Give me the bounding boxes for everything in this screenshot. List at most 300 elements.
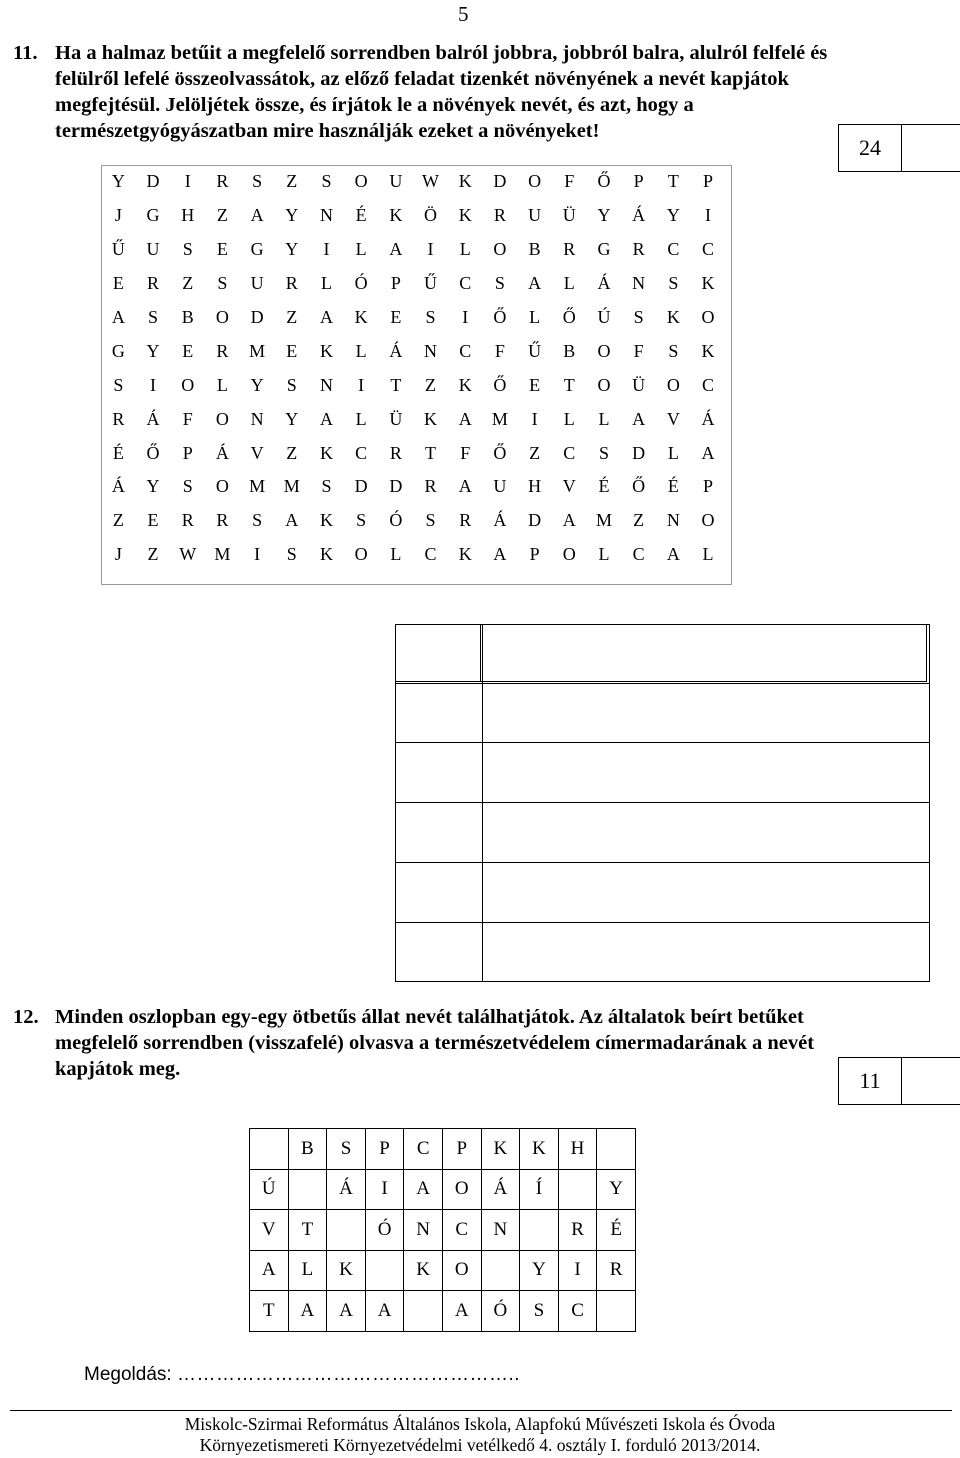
word-search-cell[interactable]: Á xyxy=(632,205,646,226)
word-search-cell[interactable]: P xyxy=(633,171,644,192)
word-search-cell[interactable]: A xyxy=(458,408,472,429)
word-search-cell[interactable]: K xyxy=(701,273,715,294)
word-search-cell[interactable]: K xyxy=(319,340,333,361)
footer-divider xyxy=(10,1410,952,1411)
word-search-cell[interactable]: D xyxy=(389,476,403,497)
word-search-cell[interactable]: P xyxy=(529,544,540,565)
word-search-cell[interactable]: O xyxy=(215,476,229,497)
word-search-cell[interactable]: N xyxy=(319,374,333,395)
word-search-cell[interactable]: O xyxy=(354,544,368,565)
animal-grid-blank-cell[interactable] xyxy=(481,1250,520,1291)
word-search-cell[interactable]: C xyxy=(667,239,680,260)
answer-use-6[interactable] xyxy=(483,923,930,982)
animal-grid-cell: C xyxy=(558,1291,597,1332)
word-search-cell[interactable]: R xyxy=(493,205,506,226)
word-search-cell[interactable]: A xyxy=(285,510,299,531)
word-search-cell[interactable]: L xyxy=(563,273,575,294)
word-search-cell[interactable]: R xyxy=(632,239,645,260)
word-search-cell[interactable]: Y xyxy=(146,476,160,497)
word-search-cell[interactable]: E xyxy=(216,239,228,260)
word-search-cell[interactable]: V xyxy=(666,408,680,429)
word-search-cell[interactable]: D xyxy=(632,442,646,463)
word-search-cell[interactable]: F xyxy=(564,171,575,192)
word-search-cell[interactable]: E xyxy=(286,340,298,361)
word-search-cell[interactable]: R xyxy=(216,340,229,361)
word-search-cell[interactable]: Ü xyxy=(632,374,646,395)
word-search-cell[interactable]: R xyxy=(216,171,229,192)
points-earned-field[interactable] xyxy=(902,1058,960,1104)
word-search-cell[interactable]: K xyxy=(458,205,472,226)
word-search-cell[interactable]: K xyxy=(458,171,472,192)
word-search-cell[interactable]: Ő xyxy=(632,476,646,497)
word-search-cell[interactable]: Ő xyxy=(146,442,160,463)
word-search-cell[interactable]: Á xyxy=(146,408,160,429)
word-search-cell[interactable]: L xyxy=(459,239,471,260)
word-search-cell[interactable]: S xyxy=(494,273,505,294)
word-search-cell[interactable]: C xyxy=(459,340,472,361)
animal-grid-cell: O xyxy=(442,1250,481,1291)
word-search-cell[interactable]: N xyxy=(319,205,333,226)
word-search-cell[interactable]: A xyxy=(319,307,333,327)
word-search-cell[interactable]: B xyxy=(181,307,194,327)
word-search-cell[interactable]: F xyxy=(633,340,644,361)
word-search-cell[interactable]: U xyxy=(146,239,160,260)
answer-use-5[interactable] xyxy=(483,863,930,923)
word-search-cell[interactable]: I xyxy=(150,374,157,395)
word-search-cell[interactable]: A xyxy=(319,408,333,429)
word-search-cell[interactable]: I xyxy=(427,239,434,260)
word-search-cell[interactable]: P xyxy=(390,273,401,294)
word-search-cell[interactable]: F xyxy=(494,340,505,361)
animal-grid-cell: O xyxy=(442,1169,481,1210)
word-search-cell[interactable]: L xyxy=(563,408,575,429)
word-search-cell[interactable]: Á xyxy=(389,340,403,361)
word-search-cell[interactable]: B xyxy=(563,340,576,361)
word-search-cell[interactable]: T xyxy=(390,374,402,395)
answer-plant-5[interactable] xyxy=(396,863,483,923)
task-12-text-line: megfelelő sorrendben (visszafelé) olvasva a természetvédelem címermadarának a nevét xyxy=(55,1032,815,1054)
word-search-cell[interactable]: O xyxy=(597,374,611,395)
word-search-cell[interactable]: S xyxy=(668,340,679,361)
word-search-cell[interactable]: E xyxy=(147,510,159,531)
animal-grid-blank-cell[interactable] xyxy=(597,1291,636,1332)
word-search-cell[interactable]: O xyxy=(562,544,576,565)
task-11-text-line: megfejtésül. Jelöljétek össze, és írjátok le a növények nevét, és azt, hogy a xyxy=(55,94,694,116)
word-search-cell[interactable]: R xyxy=(563,239,576,260)
word-search-cell[interactable]: N xyxy=(666,510,680,531)
word-search-cell[interactable]: Y xyxy=(250,374,264,395)
word-search-cell[interactable]: R xyxy=(389,442,402,463)
word-search-cell[interactable]: I xyxy=(184,171,191,192)
word-search-cell[interactable]: É xyxy=(112,442,124,463)
animal-grid-cell: A xyxy=(442,1291,481,1332)
animal-grid-cell: Y xyxy=(520,1250,559,1291)
word-search-cell[interactable]: K xyxy=(389,205,403,226)
word-search-row xyxy=(101,233,725,267)
animal-grid-cell: A xyxy=(365,1291,404,1332)
animal-grid-cell: K xyxy=(404,1250,443,1291)
word-search-cell[interactable]: G xyxy=(250,239,264,260)
word-search-cell[interactable]: A xyxy=(493,544,507,565)
word-search-cell[interactable]: T xyxy=(425,442,437,463)
word-search-cell[interactable]: S xyxy=(633,307,644,327)
word-search-cell[interactable]: O xyxy=(354,171,368,192)
word-search-cell[interactable]: I xyxy=(531,408,538,429)
animal-grid-cell: A xyxy=(404,1169,443,1210)
word-search-cell[interactable]: O xyxy=(215,408,229,429)
word-search-cell[interactable]: Ű xyxy=(424,273,438,294)
word-search-cell[interactable]: L xyxy=(355,408,367,429)
word-search-cell[interactable]: S xyxy=(668,273,679,294)
word-search-cell[interactable]: Ú xyxy=(597,307,611,327)
word-search-cell[interactable]: Ü xyxy=(562,205,576,226)
word-search-cell[interactable]: Ó xyxy=(389,510,403,531)
word-search-cell[interactable]: Ő xyxy=(493,374,507,395)
word-search-cell[interactable]: Y xyxy=(666,205,680,226)
task-12 xyxy=(13,1004,953,1084)
word-search-cell[interactable]: K xyxy=(666,307,680,327)
word-search-cell[interactable]: Á xyxy=(493,510,507,531)
animal-grid-blank-cell[interactable] xyxy=(597,1129,636,1170)
word-search-cell[interactable]: R xyxy=(285,273,298,294)
answer-use-3[interactable] xyxy=(483,743,930,803)
animal-grid-cell: R xyxy=(597,1250,636,1291)
word-search-row xyxy=(101,504,725,538)
word-search-cell[interactable]: C xyxy=(355,442,368,463)
word-search-cell[interactable]: R xyxy=(459,510,472,531)
word-search-cell[interactable]: U xyxy=(493,476,507,497)
word-search-cell[interactable]: F xyxy=(182,408,193,429)
word-search-cell[interactable]: C xyxy=(424,544,437,565)
word-search-cell[interactable]: Z xyxy=(286,442,298,463)
animal-grid-cell: V xyxy=(250,1210,289,1251)
animal-grid-cell: Ó xyxy=(481,1291,520,1332)
answer-use-1[interactable] xyxy=(483,625,930,684)
word-search-cell[interactable]: Y xyxy=(285,239,299,260)
word-search-cell[interactable]: S xyxy=(182,239,193,260)
word-search-cell[interactable]: D xyxy=(146,171,160,192)
word-search-cell[interactable]: E xyxy=(529,374,541,395)
word-search-cell[interactable]: N xyxy=(424,340,438,361)
word-search-cell[interactable]: S xyxy=(286,544,297,565)
word-search-cell[interactable]: C xyxy=(459,273,472,294)
word-search-cell[interactable]: A xyxy=(111,307,125,327)
word-search-cell[interactable]: G xyxy=(597,239,611,260)
word-search-cell[interactable]: N xyxy=(632,273,646,294)
word-search-cell[interactable]: Ő xyxy=(493,442,507,463)
animal-grid-blank-cell[interactable] xyxy=(327,1210,366,1251)
animal-grid-cell: H xyxy=(558,1129,597,1170)
word-search-cell[interactable]: K xyxy=(458,374,472,395)
word-search-cell[interactable]: K xyxy=(424,408,438,429)
word-search-cell[interactable]: T xyxy=(563,374,575,395)
animal-grid-cell: N xyxy=(481,1210,520,1251)
word-search-cell[interactable]: V xyxy=(562,476,576,497)
word-search-cell[interactable]: O xyxy=(701,307,715,327)
word-search-cell[interactable]: Y xyxy=(597,205,611,226)
animal-grid-cell: Á xyxy=(327,1169,366,1210)
word-search-cell[interactable]: Y xyxy=(285,205,299,226)
word-search-cell[interactable]: S xyxy=(598,442,609,463)
word-search-cell[interactable]: A xyxy=(562,510,576,531)
solution-line xyxy=(84,1364,520,1386)
word-search-cell[interactable]: E xyxy=(112,273,124,294)
page-number: 5 xyxy=(458,2,469,26)
word-search-cell[interactable]: S xyxy=(321,476,332,497)
word-search-cell[interactable]: O xyxy=(528,171,542,192)
word-search-cell[interactable]: Ö xyxy=(424,205,438,226)
task-11-text-line: felülről lefelé összeolvassátok, az előző feladat tizenkét növényének a nevét kapjátok xyxy=(55,68,789,90)
word-search-cell[interactable]: D xyxy=(250,307,264,327)
animal-grid-cell: Ú xyxy=(250,1169,289,1210)
animal-grid-row xyxy=(250,1291,636,1332)
word-search-cell[interactable]: I xyxy=(462,307,469,327)
word-search-cell[interactable]: I xyxy=(254,544,261,565)
task-12-text-line: kapjátok meg. xyxy=(55,1058,181,1080)
word-search-cell[interactable]: A xyxy=(701,442,715,463)
word-search-cell[interactable]: K xyxy=(701,340,715,361)
word-search-cell[interactable]: L xyxy=(529,307,541,327)
word-search-grid xyxy=(101,165,725,572)
word-search-cell[interactable]: Z xyxy=(286,171,298,192)
word-search-cell[interactable]: S xyxy=(113,374,124,395)
word-search-row xyxy=(101,165,725,199)
word-search-cell[interactable]: A xyxy=(389,239,403,260)
word-search-cell[interactable]: Á xyxy=(701,408,715,429)
word-search-cell[interactable]: Z xyxy=(182,273,194,294)
animal-letter-grid xyxy=(249,1128,636,1332)
word-search-cell[interactable]: Ü xyxy=(389,408,403,429)
word-search-cell[interactable]: Z xyxy=(112,510,124,531)
word-search-cell[interactable]: Z xyxy=(529,442,541,463)
word-search-row xyxy=(101,368,725,402)
solution-answer-field[interactable]: …………………………………………….. xyxy=(176,1364,521,1385)
word-search-cell[interactable]: L xyxy=(702,544,714,565)
word-search-cell[interactable]: O xyxy=(215,307,229,327)
word-search-cell[interactable]: I xyxy=(705,205,712,226)
answer-plant-1[interactable] xyxy=(396,625,483,684)
word-search-cell[interactable]: I xyxy=(358,374,365,395)
animal-grid-row xyxy=(250,1169,636,1210)
word-search-cell[interactable]: O xyxy=(597,340,611,361)
word-search-cell[interactable]: O xyxy=(181,374,195,395)
word-search-cell[interactable]: É xyxy=(598,476,610,497)
word-search-cell[interactable]: L xyxy=(390,544,402,565)
word-search-cell[interactable]: A xyxy=(458,476,472,497)
word-search-cell[interactable]: G xyxy=(146,205,160,226)
word-search-row xyxy=(101,538,725,572)
word-search-cell[interactable]: M xyxy=(249,340,266,361)
word-search-cell[interactable]: Ő xyxy=(493,307,507,327)
animal-grid-cell: L xyxy=(288,1250,327,1291)
word-search-cell[interactable]: D xyxy=(354,476,368,497)
answer-use-4[interactable] xyxy=(483,803,930,863)
word-search-cell[interactable]: A xyxy=(666,544,680,565)
word-search-cell[interactable]: K xyxy=(319,544,333,565)
points-earned-field[interactable] xyxy=(902,125,960,171)
word-search-cell[interactable]: E xyxy=(182,340,194,361)
answer-plant-3[interactable] xyxy=(396,743,483,803)
animal-grid-cell: C xyxy=(442,1210,481,1251)
word-search-cell[interactable]: L xyxy=(216,374,228,395)
word-search-cell[interactable]: L xyxy=(598,408,610,429)
word-search-cell[interactable]: K xyxy=(458,544,472,565)
animal-grid-cell: T xyxy=(250,1291,289,1332)
word-search-cell[interactable]: U xyxy=(528,205,542,226)
animal-grid-row xyxy=(250,1210,636,1251)
word-search-cell[interactable]: Z xyxy=(216,205,228,226)
word-search-cell[interactable]: P xyxy=(703,171,714,192)
word-search-cell[interactable]: T xyxy=(667,171,679,192)
word-search-cell[interactable]: M xyxy=(491,408,508,429)
word-search-cell[interactable]: Z xyxy=(147,544,159,565)
animal-grid-blank-cell[interactable] xyxy=(404,1291,443,1332)
animal-grid-blank-cell[interactable] xyxy=(365,1250,404,1291)
word-search-cell[interactable]: Y xyxy=(111,171,125,192)
word-search-cell[interactable]: U xyxy=(389,171,403,192)
word-search-cell[interactable]: E xyxy=(390,307,402,327)
answer-table-full xyxy=(395,624,930,982)
word-search-cell[interactable]: Ó xyxy=(354,273,368,294)
word-search-cell[interactable]: P xyxy=(182,442,193,463)
answer-plant-4[interactable] xyxy=(396,803,483,863)
word-search-cell[interactable]: D xyxy=(493,171,507,192)
word-search-cell[interactable]: H xyxy=(528,476,542,497)
word-search-cell[interactable]: H xyxy=(181,205,195,226)
word-search-cell[interactable]: M xyxy=(249,476,266,497)
word-search-cell[interactable]: Á xyxy=(215,442,229,463)
word-search-cell[interactable]: Z xyxy=(286,307,298,327)
word-search-cell[interactable]: O xyxy=(701,510,715,531)
word-search-cell[interactable]: F xyxy=(460,442,471,463)
word-search-cell[interactable]: A xyxy=(632,408,646,429)
word-search-cell[interactable]: S xyxy=(252,510,263,531)
word-search-cell[interactable]: Z xyxy=(425,374,437,395)
animal-grid-blank-cell[interactable] xyxy=(288,1169,327,1210)
word-search-cell[interactable]: L xyxy=(667,442,679,463)
animal-grid-cell: I xyxy=(365,1169,404,1210)
animal-grid-cell: Á xyxy=(481,1169,520,1210)
word-search-cell[interactable]: Á xyxy=(597,273,611,294)
animal-grid-cell: C xyxy=(404,1129,443,1170)
word-search-cell[interactable]: S xyxy=(182,476,193,497)
word-search-cell[interactable]: A xyxy=(250,205,264,226)
word-search-cell[interactable]: J xyxy=(114,544,122,565)
word-search-cell[interactable]: M xyxy=(595,510,612,531)
word-search-cell[interactable]: G xyxy=(111,340,125,361)
footer-competition: Környezetismereti Környezetvédelmi vetélkedő 4. osztály I. forduló 2013/2014. xyxy=(199,1435,761,1455)
answer-use-2[interactable] xyxy=(483,684,930,743)
animal-grid-blank-cell[interactable] xyxy=(558,1169,597,1210)
word-search-cell[interactable]: N xyxy=(250,408,264,429)
word-search-cell[interactable]: R xyxy=(424,476,437,497)
word-search-cell[interactable]: L xyxy=(320,273,332,294)
animal-grid-cell: A xyxy=(327,1291,366,1332)
animal-grid-cell: É xyxy=(597,1210,636,1251)
word-search-cell[interactable]: C xyxy=(702,374,715,395)
animal-grid-row xyxy=(250,1129,636,1170)
word-search-cell[interactable]: S xyxy=(425,307,436,327)
word-search-cell[interactable]: Á xyxy=(111,476,125,497)
word-search-cell[interactable]: C xyxy=(632,544,645,565)
word-search-cell[interactable]: W xyxy=(422,171,440,192)
word-search-cell[interactable]: Ő xyxy=(597,171,611,192)
animal-grid-cell: P xyxy=(365,1129,404,1170)
max-points: 11 xyxy=(839,1058,902,1104)
task-11-text-line: természetgyógyászatban mire használják ezeket a növényeket! xyxy=(55,120,600,142)
animal-grid-cell: S xyxy=(520,1291,559,1332)
word-search-cell[interactable]: R xyxy=(112,408,125,429)
word-search-cell[interactable]: É xyxy=(667,476,679,497)
word-search-cell[interactable]: R xyxy=(147,273,160,294)
word-search-cell[interactable]: Y xyxy=(146,340,160,361)
word-search-cell[interactable]: K xyxy=(319,442,333,463)
word-search-cell[interactable]: S xyxy=(356,510,367,531)
word-search-cell[interactable]: O xyxy=(666,374,680,395)
word-search-cell[interactable]: L xyxy=(355,239,367,260)
solution-label: Megoldás: xyxy=(84,1364,172,1385)
word-search-cell[interactable]: B xyxy=(528,239,541,260)
word-search-cell[interactable]: K xyxy=(354,307,368,327)
word-search-cell[interactable]: O xyxy=(493,239,507,260)
word-search-cell[interactable]: Z xyxy=(633,510,645,531)
animal-grid-blank-cell[interactable] xyxy=(250,1129,289,1170)
word-search-cell[interactable]: A xyxy=(528,273,542,294)
word-search-cell[interactable]: Ő xyxy=(562,307,576,327)
word-search-cell[interactable]: M xyxy=(283,476,300,497)
animal-grid-cell: R xyxy=(558,1210,597,1251)
animal-grid-blank-cell[interactable] xyxy=(520,1210,559,1251)
answer-plant-6[interactable] xyxy=(396,923,483,982)
word-search-cell[interactable]: Ű xyxy=(528,340,542,361)
animal-grid-cell: Í xyxy=(520,1169,559,1210)
word-search-cell[interactable]: S xyxy=(148,307,159,327)
word-search-cell[interactable]: R xyxy=(181,510,194,531)
word-search-cell[interactable]: S xyxy=(425,510,436,531)
word-search-cell[interactable]: L xyxy=(598,544,610,565)
word-search-cell[interactable]: S xyxy=(217,273,228,294)
word-search-cell[interactable]: U xyxy=(250,273,264,294)
word-search-cell[interactable]: S xyxy=(252,171,263,192)
word-search-cell[interactable]: Ű xyxy=(111,239,125,260)
word-search-cell[interactable]: C xyxy=(702,239,715,260)
word-search-cell[interactable]: S xyxy=(286,374,297,395)
word-search-row xyxy=(101,470,725,504)
word-search-cell[interactable]: É xyxy=(355,205,367,226)
animal-grid-cell: K xyxy=(481,1129,520,1170)
word-search-cell[interactable]: D xyxy=(528,510,542,531)
word-search-cell[interactable]: M xyxy=(214,544,231,565)
animal-grid-cell: I xyxy=(558,1250,597,1291)
word-search-cell[interactable]: S xyxy=(321,171,332,192)
answer-plant-2[interactable] xyxy=(396,684,483,743)
word-search-cell[interactable]: Y xyxy=(285,408,299,429)
word-search-cell[interactable]: W xyxy=(179,544,197,565)
word-search-cell[interactable]: R xyxy=(216,510,229,531)
word-search-cell[interactable]: I xyxy=(323,239,330,260)
animal-grid-cell: Ó xyxy=(365,1210,404,1251)
word-search-cell[interactable]: C xyxy=(563,442,576,463)
max-points: 24 xyxy=(839,125,902,171)
word-search-cell[interactable]: K xyxy=(319,510,333,531)
score-box-12 xyxy=(838,1057,960,1105)
word-search-cell[interactable]: L xyxy=(355,340,367,361)
task-12-text-line: Minden oszlopban egy-egy ötbetűs állat nevét találhatjátok. Az általatok beírt betűket xyxy=(55,1006,804,1028)
animal-grid-cell: N xyxy=(404,1210,443,1251)
word-search-cell[interactable]: V xyxy=(250,442,264,463)
word-search-cell[interactable]: P xyxy=(703,476,714,497)
word-search-cell[interactable]: J xyxy=(114,205,122,226)
